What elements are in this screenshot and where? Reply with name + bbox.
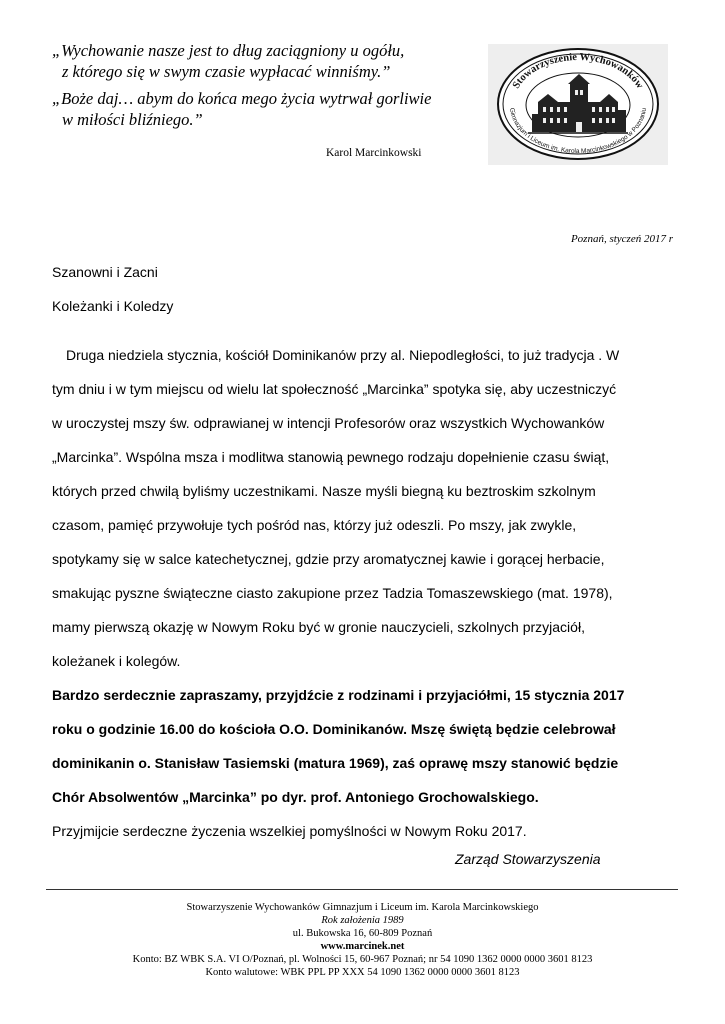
body-line: spotykamy się w salce katechetycznej, gdzie przy aromatycznej kawie i gorącej herbacie, bbox=[52, 551, 605, 567]
footer-association-name: Stowarzyszenie Wychowanków Gimnazjum i Liceum im. Karola Marcinkowskiego bbox=[186, 902, 539, 913]
body-line: smakując pyszne świąteczne ciasto zakupione przez Tadzia Tomaszewskiego (mat. 1978), bbox=[52, 585, 613, 601]
quote-2-line-2: w miłości bliźniego.” bbox=[62, 110, 203, 129]
header-quotes bbox=[52, 40, 452, 136]
svg-text:Stowarzyszenie Wychowanków: Stowarzyszenie Wychowanków bbox=[510, 51, 646, 91]
footer-currency-account: Konto walutowe: WBK PPL PP XXX 54 1090 1362 0000 0000 3601 8123 bbox=[205, 967, 520, 978]
footer-website: www.marcinek.net bbox=[320, 941, 405, 952]
body-line: czasom, pamięć przywołuje tych pośród nas, którzy już odeszli. Po mszy, jak zwykle, bbox=[52, 517, 577, 533]
footer-divider bbox=[46, 889, 678, 890]
letter-body bbox=[52, 347, 672, 857]
footer-address: ul. Bukowska 16, 60-809 Poznań bbox=[292, 928, 433, 939]
body-line: Druga niedziela stycznia, kościół Dominikanów przy al. Niepodległości, to już tradycja . W bbox=[66, 347, 620, 363]
association-logo bbox=[488, 44, 668, 165]
body-line: roku o godzinie 16.00 do kościoła O.O. Dominikanów. Mszę świętą będzie celebrował bbox=[52, 721, 616, 737]
signature: Zarząd Stowarzyszenia bbox=[455, 851, 601, 867]
quote-2-line-1: „Boże daj… abym do końca mego życia wytrwał gorliwie bbox=[52, 89, 432, 108]
body-line: „Marcinka”. Wspólna msza i modlitwa stanowią pewnego rodzaju dopełnienie czasu świąt, bbox=[52, 449, 610, 465]
body-line: Przyjmijcie serdeczne życzenia wszelkiej pomyślności w Nowym Roku 2017. bbox=[52, 823, 527, 839]
quote-1-line-1: „Wychowanie nasze jest to dług zaciągniony u ogółu, bbox=[52, 41, 405, 60]
body-line: koleżanek i kolegów. bbox=[52, 653, 181, 669]
footer-founded: Rok założenia 1989 bbox=[321, 915, 404, 926]
body-line: tym dniu i w tym miejscu od wielu lat społeczność „Marcinka” spotyka się, aby uczestniczyć bbox=[52, 381, 617, 397]
body-line: których przed chwilą byliśmy uczestnikami. Nasze myśli biegną ku beztroskim szkolnym bbox=[52, 483, 596, 499]
quote-author: Karol Marcinkowski bbox=[326, 147, 422, 159]
body-line: Bardzo serdecznie zapraszamy, przyjdźcie z rodzinami i przyjaciółmi, 15 stycznia 2017 bbox=[52, 687, 625, 703]
quote-2 bbox=[52, 88, 452, 130]
school-emblem-icon bbox=[488, 44, 668, 165]
quote-1 bbox=[52, 40, 452, 82]
body-line: mamy pierwszą okazję w Nowym Roku być w gronie nauczycieli, szkolnych przyjaciół, bbox=[52, 619, 585, 635]
footer bbox=[0, 901, 725, 979]
footer-bank-account: Konto: BZ WBK S.A. VI O/Poznań, pl. Wolności 15, 60-967 Poznań; nr 54 1090 1362 0000 0000 3601 8123 bbox=[132, 954, 593, 965]
body-line: w uroczystej mszy św. odprawianej w intencji Profesorów oraz wszystkich Wychowanków bbox=[52, 415, 605, 431]
quote-1-line-2: z którego się w swym czasie wypłacać winniśmy.” bbox=[62, 62, 391, 81]
body-line: dominikanin o. Stanisław Tasiemski (matura 1969), zaś oprawę mszy stanowić będzie bbox=[52, 755, 619, 771]
greeting-line-1: Szanowni i Zacni bbox=[52, 264, 158, 280]
letter-date: Poznań, styczeń 2017 r bbox=[570, 233, 673, 245]
greeting-line-2: Koleżanki i Koledzy bbox=[52, 298, 174, 314]
body-line: Chór Absolwentów „Marcinka” po dyr. prof. Antoniego Grochowalskiego. bbox=[52, 789, 539, 805]
svg-text:Gimnazjum i Liceum im. Karola: Gimnazjum i Liceum im. Karola Marcinkowskiego w Poznaniu bbox=[507, 107, 648, 156]
